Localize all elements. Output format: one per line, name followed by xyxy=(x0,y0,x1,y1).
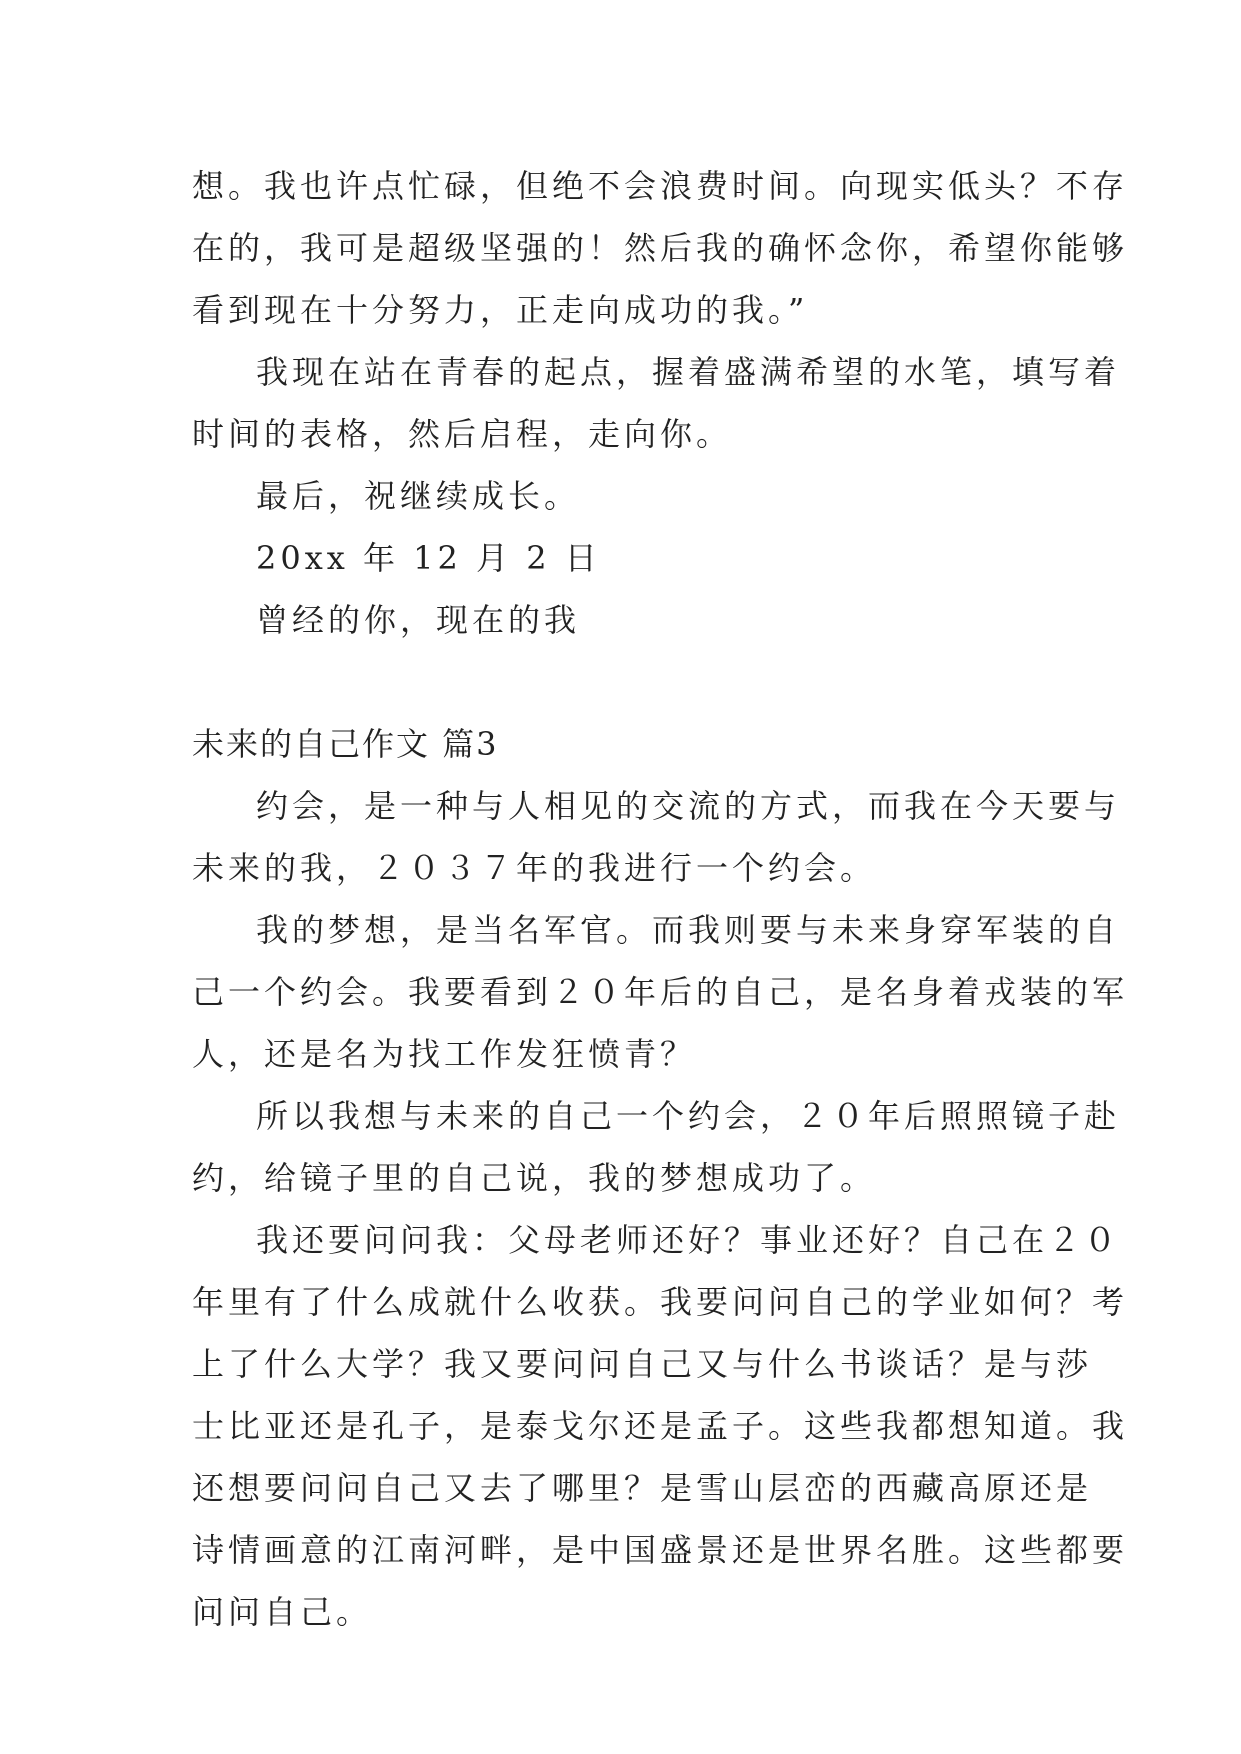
section-heading: 未来的自己作文 篇3 xyxy=(192,725,499,763)
text-line: 在的，我可是超级坚强的！然后我的确怀念你，希望你能够 xyxy=(192,229,1129,267)
signature-line: 曾经的你，现在的我 xyxy=(256,601,581,639)
paragraph-start-line: 我还要问问我：父母老师还好？事业还好？自己在２０ xyxy=(256,1221,1121,1259)
text-line: 时间的表格，然后启程，走向你。 xyxy=(192,415,733,453)
text-line: 己一个约会。我要看到２０年后的自己，是名身着戎装的军 xyxy=(192,973,1129,1011)
paragraph-start-line: 我的梦想，是当名军官。而我则要与未来身穿军装的自 xyxy=(256,911,1121,949)
text-line: 还想要问问自己又去了哪里？是雪山层峦的西藏高原还是 xyxy=(192,1469,1093,1507)
text-line: 未来的我，２０３７年的我进行一个约会。 xyxy=(192,849,877,887)
text-line: 上了什么大学？我又要问问自己又与什么书谈话？是与莎 xyxy=(192,1345,1093,1383)
date-line: 20xx 年 12 月 2 日 xyxy=(256,539,601,577)
text-line: 约，给镜子里的自己说，我的梦想成功了。 xyxy=(192,1159,877,1197)
section-gap xyxy=(192,651,1062,713)
paragraph-start-line: 我现在站在青春的起点，握着盛满希望的水笔，填写着 xyxy=(256,353,1121,391)
text-line: 看到现在十分努力，正走向成功的我。” xyxy=(192,291,809,329)
paragraph-start-line: 约会，是一种与人相见的交流的方式，而我在今天要与 xyxy=(256,787,1121,825)
document-page xyxy=(192,155,1129,1643)
text-line: 士比亚还是孔子，是泰戈尔还是孟子。这些我都想知道。我 xyxy=(192,1407,1129,1445)
text-line: 年里有了什么成就什么收获。我要问问自己的学业如何？考 xyxy=(192,1283,1129,1321)
text-line: 人，还是名为找工作发狂愤青？ xyxy=(192,1035,697,1073)
paragraph-start-line: 所以我想与未来的自己一个约会，２０年后照照镜子赴 xyxy=(256,1097,1121,1135)
closing-line: 最后，祝继续成长。 xyxy=(256,477,581,515)
text-line: 诗情画意的江南河畔，是中国盛景还是世界名胜。这些都要 xyxy=(192,1531,1129,1569)
text-line: 想。我也许点忙碌，但绝不会浪费时间。向现实低头？不存 xyxy=(192,167,1129,205)
text-line: 问问自己。 xyxy=(192,1593,373,1631)
